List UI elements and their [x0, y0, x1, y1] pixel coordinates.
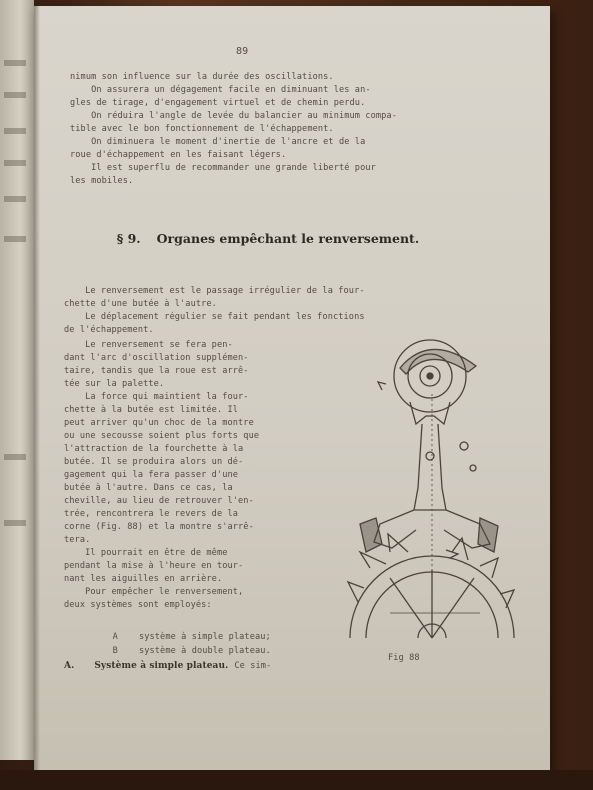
text-line: Pour empêcher le renversement, — [64, 587, 244, 597]
text-line: Il est superflu de recommander une grande liberté pour — [70, 163, 376, 173]
text-line: ou une secousse soient plus forts que — [64, 431, 260, 441]
system-text: système à double plateau. — [138, 646, 271, 656]
facing-page-text — [4, 520, 26, 526]
text-line: On réduira l'angle de levée du balancier au minimum compa- — [70, 111, 397, 121]
entry-pallet-stone — [360, 518, 382, 552]
escape-wheel-teeth — [348, 582, 364, 602]
wood-edge — [0, 770, 593, 790]
page-number: 89 — [236, 46, 249, 57]
system-letter: A — [112, 632, 118, 642]
text-line: les mobiles. — [70, 176, 134, 186]
text-line: butée. Il se produira alors un dé- — [64, 457, 244, 467]
fork-horns — [410, 402, 450, 424]
text-line: pendant la mise à l'heure en tour- — [64, 561, 244, 571]
text-line: La force qui maintient la four- — [64, 392, 249, 402]
system-a-title: Système à simple plateau. — [94, 661, 229, 671]
text-line: tera. — [64, 535, 91, 545]
text-line: corne (Fig. 88) et la montre s'arrê- — [64, 522, 254, 532]
system-item — [102, 636, 271, 656]
text-line: roue d'échappement en les faisant légers. — [70, 150, 287, 160]
text-line: l'attraction de la fourchette à la — [64, 444, 244, 454]
text-line: peut arriver qu'un choc de la montre — [64, 418, 254, 428]
balance-staff — [427, 373, 433, 379]
text-line: On assurera un dégagement facile en diminuant les an- — [70, 85, 371, 95]
text-line: nimum son influence sur la durée des oscillations. — [70, 72, 334, 82]
text-line: gagement qui la fera passer d'une — [64, 470, 239, 480]
text-line: taire, tandis que la roue est arrê- — [64, 366, 249, 376]
text-line: Il pourrait en être de même — [64, 548, 228, 558]
lever-pin — [426, 452, 434, 460]
figure-caption: Fig 88 — [388, 653, 420, 663]
text-line: tée sur la palette. — [64, 379, 165, 389]
system-letter: B — [112, 646, 118, 656]
text-line: deux systèmes sont employés: — [64, 600, 212, 610]
system-a-line — [64, 661, 271, 671]
escapement-diagram — [330, 338, 515, 648]
facing-page-text — [4, 160, 26, 166]
text-line: de l'échappement. — [64, 325, 154, 335]
text-line: cheville, au lieu de retrouver l'en- — [64, 496, 254, 506]
text-line: Le renversement se fera pen- — [64, 340, 233, 350]
banking-pin — [460, 442, 468, 450]
text-line: nant les aiguilles en arrière. — [64, 574, 223, 584]
text-line: dant l'arc d'oscillation supplémen- — [64, 353, 249, 363]
facing-page-text — [4, 60, 26, 66]
text-line: Le renversement est le passage irrégulier de la four- — [64, 286, 365, 296]
text-line: On diminuera le moment d'inertie de l'ancre et de la — [70, 137, 366, 147]
facing-page-text — [4, 236, 26, 242]
system-text: système à simple plateau; — [138, 632, 271, 642]
text-line: gles de tirage, d'engagement virtuel et de chemin perdu. — [70, 98, 366, 108]
text-line: tible avec le bon fonctionnement de l'échappement. — [70, 124, 334, 134]
banking-pin — [470, 465, 476, 471]
facing-page-text — [4, 92, 26, 98]
section-number: § 9. — [116, 231, 141, 246]
text-line: trée, rencontrera le revers de la — [64, 509, 239, 519]
system-a-tail: Ce sim- — [234, 661, 272, 671]
section-title: Organes empêchant le renversement. — [156, 231, 420, 246]
facing-page-text — [4, 454, 26, 460]
text-line: chette d'une butée à l'autre. — [64, 299, 217, 309]
facing-page-text — [4, 196, 26, 202]
exit-pallet-stone — [478, 518, 498, 552]
facing-page-edge — [0, 0, 34, 760]
system-a-label: A. — [64, 661, 75, 671]
section-heading — [108, 216, 419, 246]
text-line: butée à l'autre. Dans ce cas, la — [64, 483, 233, 493]
page-spine-shadow — [34, 6, 40, 770]
lever-body — [414, 424, 446, 510]
rotation-arrow — [378, 382, 386, 390]
facing-page-text — [4, 128, 26, 134]
text-line: chette à la butée est limitée. Il — [64, 405, 239, 415]
text-line: Le déplacement régulier se fait pendant les fonctions — [64, 312, 365, 322]
